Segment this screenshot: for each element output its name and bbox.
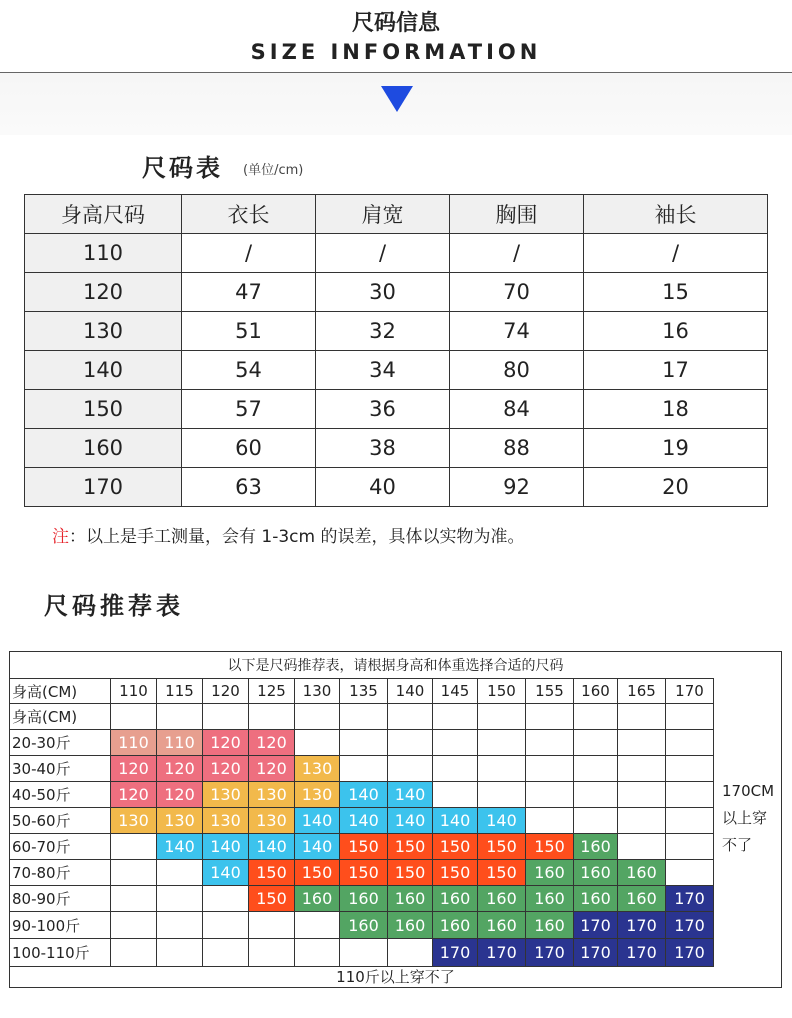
- recommend-size-cell: 120: [249, 756, 295, 782]
- recommend-size-cell: 170: [666, 886, 714, 912]
- recommend-size-cell: [111, 886, 157, 912]
- recommend-size-cell: [111, 912, 157, 939]
- size-table-cell: 40: [316, 468, 450, 507]
- size-table-header-cell: 胸围: [450, 195, 584, 234]
- recommend-height-cell: 155: [526, 679, 574, 704]
- recommend-height-cell: 135: [340, 679, 388, 704]
- recommend-size-cell: 120: [203, 730, 249, 756]
- recommend-height-cell: 120: [203, 679, 249, 704]
- size-table-cell: 47: [182, 273, 316, 312]
- size-table-cell: 88: [450, 429, 584, 468]
- recommend-cell: [574, 704, 618, 730]
- recommend-size-cell: [340, 939, 388, 967]
- recommend-weight-row: [10, 808, 714, 834]
- recommend-size-cell: 170: [526, 939, 574, 967]
- recommend-size-cell: 160: [478, 912, 526, 939]
- recommend-cell: [388, 704, 433, 730]
- recommend-size-cell: [340, 756, 388, 782]
- recommend-height-cell: 110: [111, 679, 157, 704]
- size-table-cell: 60: [182, 429, 316, 468]
- recommend-size-cell: 120: [203, 756, 249, 782]
- recommend-size-cell: [526, 730, 574, 756]
- recommend-weight-row: [10, 886, 714, 912]
- side-note-line: 以上穿: [722, 809, 768, 827]
- down-arrow-icon: [381, 86, 413, 112]
- recommend-size-cell: [157, 886, 203, 912]
- recommend-size-cell: 130: [203, 782, 249, 808]
- recommend-size-cell: 150: [478, 834, 526, 860]
- size-table-cell: 51: [182, 312, 316, 351]
- section-title-en: SIZE INFORMATION: [250, 40, 542, 64]
- recommend-weight-row: [10, 860, 714, 886]
- recommend-size-cell: [111, 834, 157, 860]
- recommend-weight-label: 80-90斤: [10, 886, 111, 912]
- recommend-size-cell: 170: [618, 912, 666, 939]
- recommend-size-cell: 140: [340, 808, 388, 834]
- size-table-cell: 74: [450, 312, 584, 351]
- note-mark: 注: [52, 527, 69, 547]
- recommend-size-cell: 160: [433, 912, 478, 939]
- recommend-size-cell: [526, 756, 574, 782]
- recommend-height-cell: 115: [157, 679, 203, 704]
- recommend-size-cell: 140: [340, 782, 388, 808]
- recommend-size-cell: [249, 912, 295, 939]
- recommend-size-cell: [388, 939, 433, 967]
- recommend-size-cell: [433, 782, 478, 808]
- recommend-size-cell: [618, 834, 666, 860]
- size-table-row: [25, 351, 768, 390]
- recommend-size-cell: 160: [526, 912, 574, 939]
- recommend-size-cell: 140: [157, 834, 203, 860]
- recommend-footer: 110斤以上穿不了: [336, 968, 455, 986]
- size-table-height-cell: 130: [25, 312, 182, 351]
- size-table-cell: 19: [584, 429, 768, 468]
- recommend-table: [9, 678, 714, 967]
- size-table-height-cell: 140: [25, 351, 182, 390]
- recommend-size-cell: 160: [388, 886, 433, 912]
- size-table-cell: 54: [182, 351, 316, 390]
- size-table-height-cell: 150: [25, 390, 182, 429]
- size-table-row: [25, 234, 768, 273]
- recommend-size-cell: [574, 808, 618, 834]
- recommend-size-cell: 160: [295, 886, 340, 912]
- recommend-height-cell: 150: [478, 679, 526, 704]
- recommend-size-cell: 160: [340, 912, 388, 939]
- size-table-row: [25, 273, 768, 312]
- recommend-size-cell: 160: [526, 860, 574, 886]
- recommend-size-cell: 140: [203, 860, 249, 886]
- size-table-cell: 16: [584, 312, 768, 351]
- section-title-cn: 尺码信息: [351, 11, 440, 36]
- recommend-height-cell: 165: [618, 679, 666, 704]
- recommend-weight-row: [10, 834, 714, 860]
- recommend-cell: [203, 704, 249, 730]
- recommend-side-note: [722, 778, 774, 859]
- recommend-size-cell: 170: [666, 912, 714, 939]
- size-table-cell: 32: [316, 312, 450, 351]
- size-table-header-cell: 身高尺码: [25, 195, 182, 234]
- recommend-size-cell: 150: [526, 834, 574, 860]
- size-table-height-cell: 170: [25, 468, 182, 507]
- recommend-size-cell: [203, 939, 249, 967]
- recommend-height-cell: 125: [249, 679, 295, 704]
- side-note-line: 170CM: [722, 782, 775, 800]
- size-table-header-cell: 袖长: [584, 195, 768, 234]
- recommend-height-cell: 160: [574, 679, 618, 704]
- size-table-row: [25, 468, 768, 507]
- recommend-cell: [478, 704, 526, 730]
- recommend-size-cell: 150: [388, 834, 433, 860]
- recommend-size-cell: 110: [111, 730, 157, 756]
- recommend-size-cell: [203, 912, 249, 939]
- recommend-size-cell: 130: [111, 808, 157, 834]
- recommend-size-cell: 160: [433, 886, 478, 912]
- recommend-size-cell: 120: [249, 730, 295, 756]
- recommend-size-cell: [666, 756, 714, 782]
- recommend-weight-row: [10, 756, 714, 782]
- recommend-height-cell: 170: [666, 679, 714, 704]
- size-table-cell: 38: [316, 429, 450, 468]
- recommend-size-cell: 120: [157, 756, 203, 782]
- recommend-weight-row: [10, 939, 714, 967]
- recommend-size-cell: 170: [478, 939, 526, 967]
- recommend-size-cell: [526, 808, 574, 834]
- size-table-cell: 92: [450, 468, 584, 507]
- recommend-cell: [433, 704, 478, 730]
- recommend-cell: [157, 704, 203, 730]
- recommend-size-cell: 120: [157, 782, 203, 808]
- recommend-weight-label: 30-40斤: [10, 756, 111, 782]
- size-table-height-cell: 110: [25, 234, 182, 273]
- recommend-height-cell: 130: [295, 679, 340, 704]
- recommend-height-cell: 145: [433, 679, 478, 704]
- recommend-height-row: [10, 679, 714, 704]
- recommend-size-cell: 150: [249, 886, 295, 912]
- recommend-blank-row: [10, 704, 714, 730]
- recommend-size-cell: 120: [111, 756, 157, 782]
- recommend-size-cell: [111, 860, 157, 886]
- recommend-size-cell: 170: [574, 912, 618, 939]
- recommend-size-cell: [433, 730, 478, 756]
- recommend-size-cell: 120: [111, 782, 157, 808]
- recommend-size-cell: 140: [388, 782, 433, 808]
- recommend-size-cell: 160: [388, 912, 433, 939]
- size-table-cell: /: [182, 234, 316, 273]
- recommend-size-cell: 130: [157, 808, 203, 834]
- recommend-size-cell: [478, 730, 526, 756]
- size-table-cell: 63: [182, 468, 316, 507]
- recommend-size-cell: [295, 939, 340, 967]
- size-table-cell: /: [584, 234, 768, 273]
- recommend-size-cell: [340, 730, 388, 756]
- recommend-size-cell: 130: [203, 808, 249, 834]
- recommend-height-cell: 140: [388, 679, 433, 704]
- recommend-weight-label: 100-110斤: [10, 939, 111, 967]
- recommend-size-cell: [666, 808, 714, 834]
- recommend-size-cell: [157, 912, 203, 939]
- size-table-header-cell: 衣长: [182, 195, 316, 234]
- recommend-size-cell: 150: [249, 860, 295, 886]
- size-table: [24, 194, 768, 507]
- recommend-size-cell: 150: [433, 860, 478, 886]
- recommend-size-cell: 150: [388, 860, 433, 886]
- size-table-cell: 17: [584, 351, 768, 390]
- recommend-size-cell: 140: [433, 808, 478, 834]
- recommend-size-cell: 170: [618, 939, 666, 967]
- recommend-size-cell: 150: [340, 860, 388, 886]
- size-table-cell: 84: [450, 390, 584, 429]
- size-table-height-cell: 120: [25, 273, 182, 312]
- recommend-cell: [111, 704, 157, 730]
- size-table-cell: 20: [584, 468, 768, 507]
- recommend-weight-row: [10, 912, 714, 939]
- recommend-size-cell: [618, 756, 666, 782]
- size-table-cell: 15: [584, 273, 768, 312]
- recommend-size-cell: [157, 939, 203, 967]
- recommend-size-cell: 130: [249, 808, 295, 834]
- size-table-unit: (单位/cm): [243, 163, 304, 178]
- recommend-weight-label: 70-80斤: [10, 860, 111, 886]
- recommend-size-cell: [203, 886, 249, 912]
- recommend-size-cell: [295, 730, 340, 756]
- recommend-weight-row: [10, 782, 714, 808]
- recommend-size-cell: 150: [478, 860, 526, 886]
- recommend-size-cell: 150: [340, 834, 388, 860]
- recommend-cell: [249, 704, 295, 730]
- recommend-size-cell: [666, 730, 714, 756]
- recommend-size-cell: [478, 782, 526, 808]
- recommend-table-title: 尺码推荐表: [44, 592, 184, 620]
- recommend-cell: [340, 704, 388, 730]
- recommend-size-cell: 170: [433, 939, 478, 967]
- recommend-cell: [666, 704, 714, 730]
- recommend-size-cell: [666, 782, 714, 808]
- recommend-size-cell: [295, 912, 340, 939]
- recommend-caption: 以下是尺码推荐表，请根据身高和体重选择合适的尺码: [227, 658, 564, 674]
- recommend-weight-label: 90-100斤: [10, 912, 111, 939]
- side-note-line: 不了: [722, 836, 753, 854]
- recommend-size-cell: 150: [433, 834, 478, 860]
- size-table-cell: /: [450, 234, 584, 273]
- recommend-size-cell: [574, 730, 618, 756]
- size-table-cell: 30: [316, 273, 450, 312]
- recommend-size-cell: 130: [249, 782, 295, 808]
- recommend-size-cell: 110: [157, 730, 203, 756]
- recommend-size-cell: 140: [203, 834, 249, 860]
- recommend-size-cell: 160: [526, 886, 574, 912]
- recommend-size-cell: 160: [618, 860, 666, 886]
- recommend-size-cell: [526, 782, 574, 808]
- size-table-header-cell: 肩宽: [316, 195, 450, 234]
- recommend-size-cell: 170: [666, 939, 714, 967]
- size-table-row: [25, 390, 768, 429]
- recommend-size-cell: 140: [295, 834, 340, 860]
- recommend-cell: [295, 704, 340, 730]
- size-table-cell: 57: [182, 390, 316, 429]
- recommend-weight-label: 40-50斤: [10, 782, 111, 808]
- note-text: ：以上是手工测量，会有 1-3cm 的误差，具体以实物为准。: [69, 527, 525, 547]
- recommend-size-cell: [388, 756, 433, 782]
- size-table-header-row: [25, 195, 768, 234]
- recommend-size-cell: [666, 834, 714, 860]
- size-table-cell: /: [316, 234, 450, 273]
- recommend-size-cell: [249, 939, 295, 967]
- recommend-size-cell: [157, 860, 203, 886]
- recommend-size-cell: [574, 782, 618, 808]
- recommend-size-cell: [618, 808, 666, 834]
- recommend-size-cell: [618, 730, 666, 756]
- recommend-size-cell: [478, 756, 526, 782]
- recommend-size-cell: 160: [574, 860, 618, 886]
- recommend-size-cell: 160: [340, 886, 388, 912]
- recommend-size-cell: 150: [295, 860, 340, 886]
- recommend-size-cell: 160: [618, 886, 666, 912]
- recommend-size-cell: 160: [574, 834, 618, 860]
- recommend-size-cell: [574, 756, 618, 782]
- recommend-height-label: 身高(CM): [10, 679, 111, 704]
- recommend-size-cell: 140: [388, 808, 433, 834]
- size-table-row: [25, 429, 768, 468]
- measurement-note: [52, 522, 524, 547]
- recommend-weight-label: 50-60斤: [10, 808, 111, 834]
- recommend-cell: [618, 704, 666, 730]
- recommend-size-cell: 140: [478, 808, 526, 834]
- size-table-height-cell: 160: [25, 429, 182, 468]
- recommend-row-label: 身高(CM): [10, 704, 111, 730]
- recommend-size-cell: 130: [295, 782, 340, 808]
- recommend-size-cell: 140: [249, 834, 295, 860]
- recommend-size-cell: [666, 860, 714, 886]
- recommend-size-cell: [433, 756, 478, 782]
- recommend-size-cell: 170: [574, 939, 618, 967]
- recommend-weight-row: [10, 730, 714, 756]
- recommend-weight-label: 60-70斤: [10, 834, 111, 860]
- size-table-cell: 70: [450, 273, 584, 312]
- size-table-cell: 80: [450, 351, 584, 390]
- size-table-cell: 18: [584, 390, 768, 429]
- size-table-cell: 34: [316, 351, 450, 390]
- recommend-size-cell: 160: [478, 886, 526, 912]
- recommend-size-cell: 140: [295, 808, 340, 834]
- recommend-size-cell: 130: [295, 756, 340, 782]
- recommend-size-cell: [618, 782, 666, 808]
- size-table-title: 尺码表: [142, 154, 223, 182]
- recommend-weight-label: 20-30斤: [10, 730, 111, 756]
- recommend-size-cell: [388, 730, 433, 756]
- size-table-row: [25, 312, 768, 351]
- size-table-cell: 36: [316, 390, 450, 429]
- recommend-cell: [526, 704, 574, 730]
- recommend-size-cell: [111, 939, 157, 967]
- recommend-size-cell: 160: [574, 886, 618, 912]
